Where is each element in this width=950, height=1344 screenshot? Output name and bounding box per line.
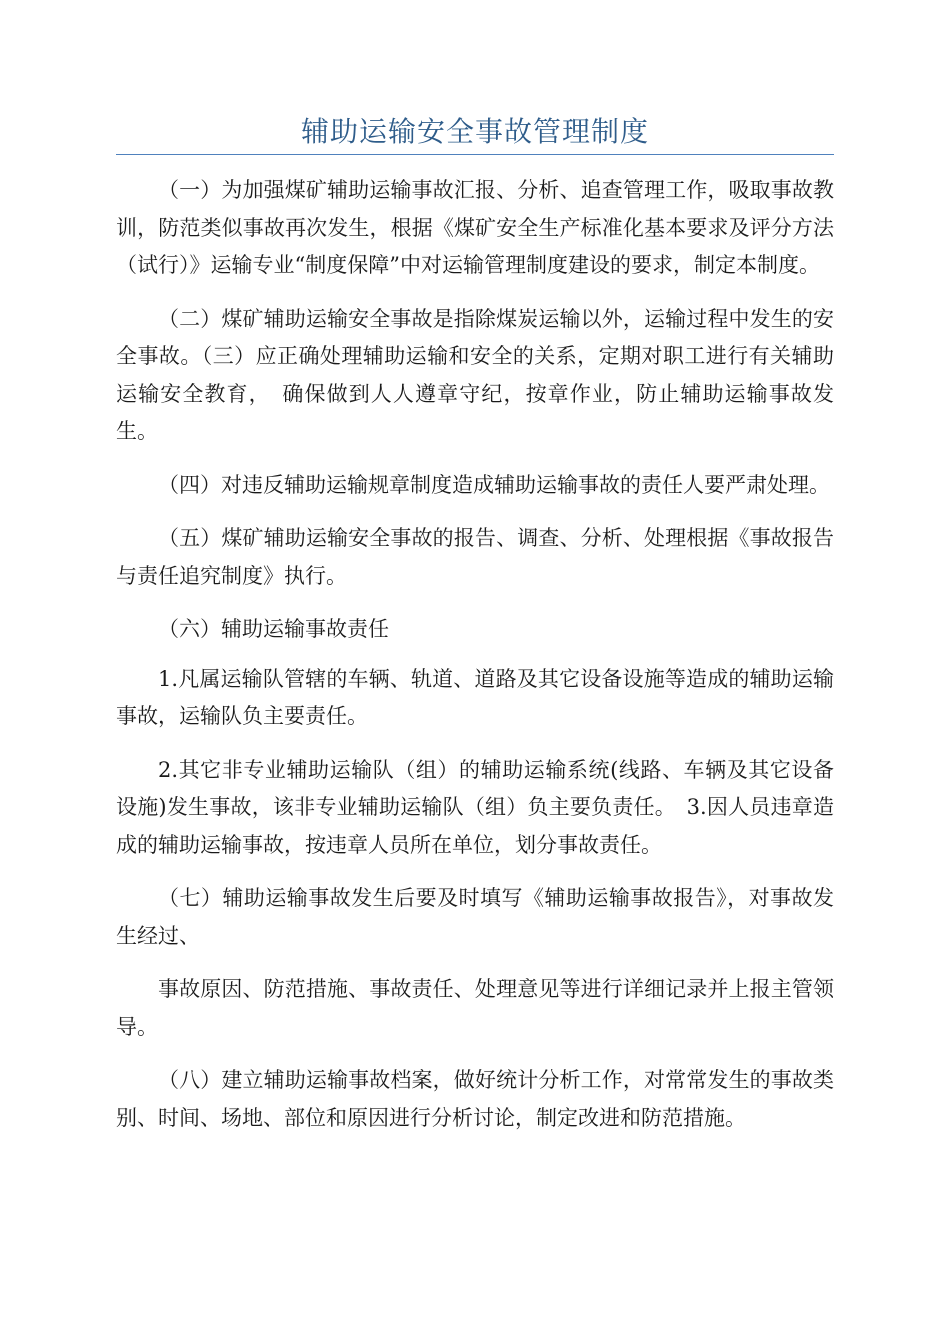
paragraph-1: （一）为加强煤矿辅助运输事故汇报、分析、追查管理工作，吸取事故教训，防范类似事故再次发生，根据《煤矿安全生产标准化基本要求及评分方法（试行）》运输专业“制度保障”中对运输管理制度建设的要求，制定本制度。 [116, 178, 834, 277]
paragraph-8: （七）辅助运输事故发生后要及时填写《辅助运输事故报告》，对事故发生经过、 [116, 886, 834, 948]
paragraph-7: 2.其它非专业辅助运输队（组）的辅助运输系统(线路、车辆及其它设备设施)发生事故，该非专业辅助运输队（组）负主要负责任。 3.因人员违章造成的辅助运输事故，按违章人员所在单位，划分事故责任。 [116, 757, 834, 857]
paragraph-2: （二）煤矿辅助运输安全事故是指除煤炭运输以外，运输过程中发生的安全事故。（三）应正确处理辅助运输和安全的关系，定期对职工进行有关辅助运输安全教育， 确保做到人人遵章守纪，按章作业，防止辅助运输事故发生。 [116, 306, 834, 443]
document-body [116, 172, 834, 1153]
paragraph-3: （四）对违反辅助运输规章制度造成辅助运输事故的责任人要严肃处理。 [158, 472, 830, 497]
title-underline [116, 154, 834, 155]
paragraph-6: 1.凡属运输队管辖的车辆、轨道、道路及其它设备设施等造成的辅助运输事故，运输队负主要责任。 [116, 666, 834, 728]
paragraph-4: （五）煤矿辅助运输安全事故的报告、调查、分析、处理根据《事故报告与责任追究制度》执行。 [116, 526, 834, 588]
paragraph-10: （八）建立辅助运输事故档案，做好统计分析工作，对常常发生的事故类别、时间、场地、部位和原因进行分析讨论，制定改进和防范措施。 [116, 1068, 834, 1130]
paragraph-9: 事故原因、防范措施、事故责任、处理意见等进行详细记录并上报主管领导。 [116, 977, 834, 1039]
page-title: 辅助运输安全事故管理制度 [300, 115, 649, 148]
paragraph-5: （六）辅助运输事故责任 [158, 617, 389, 641]
